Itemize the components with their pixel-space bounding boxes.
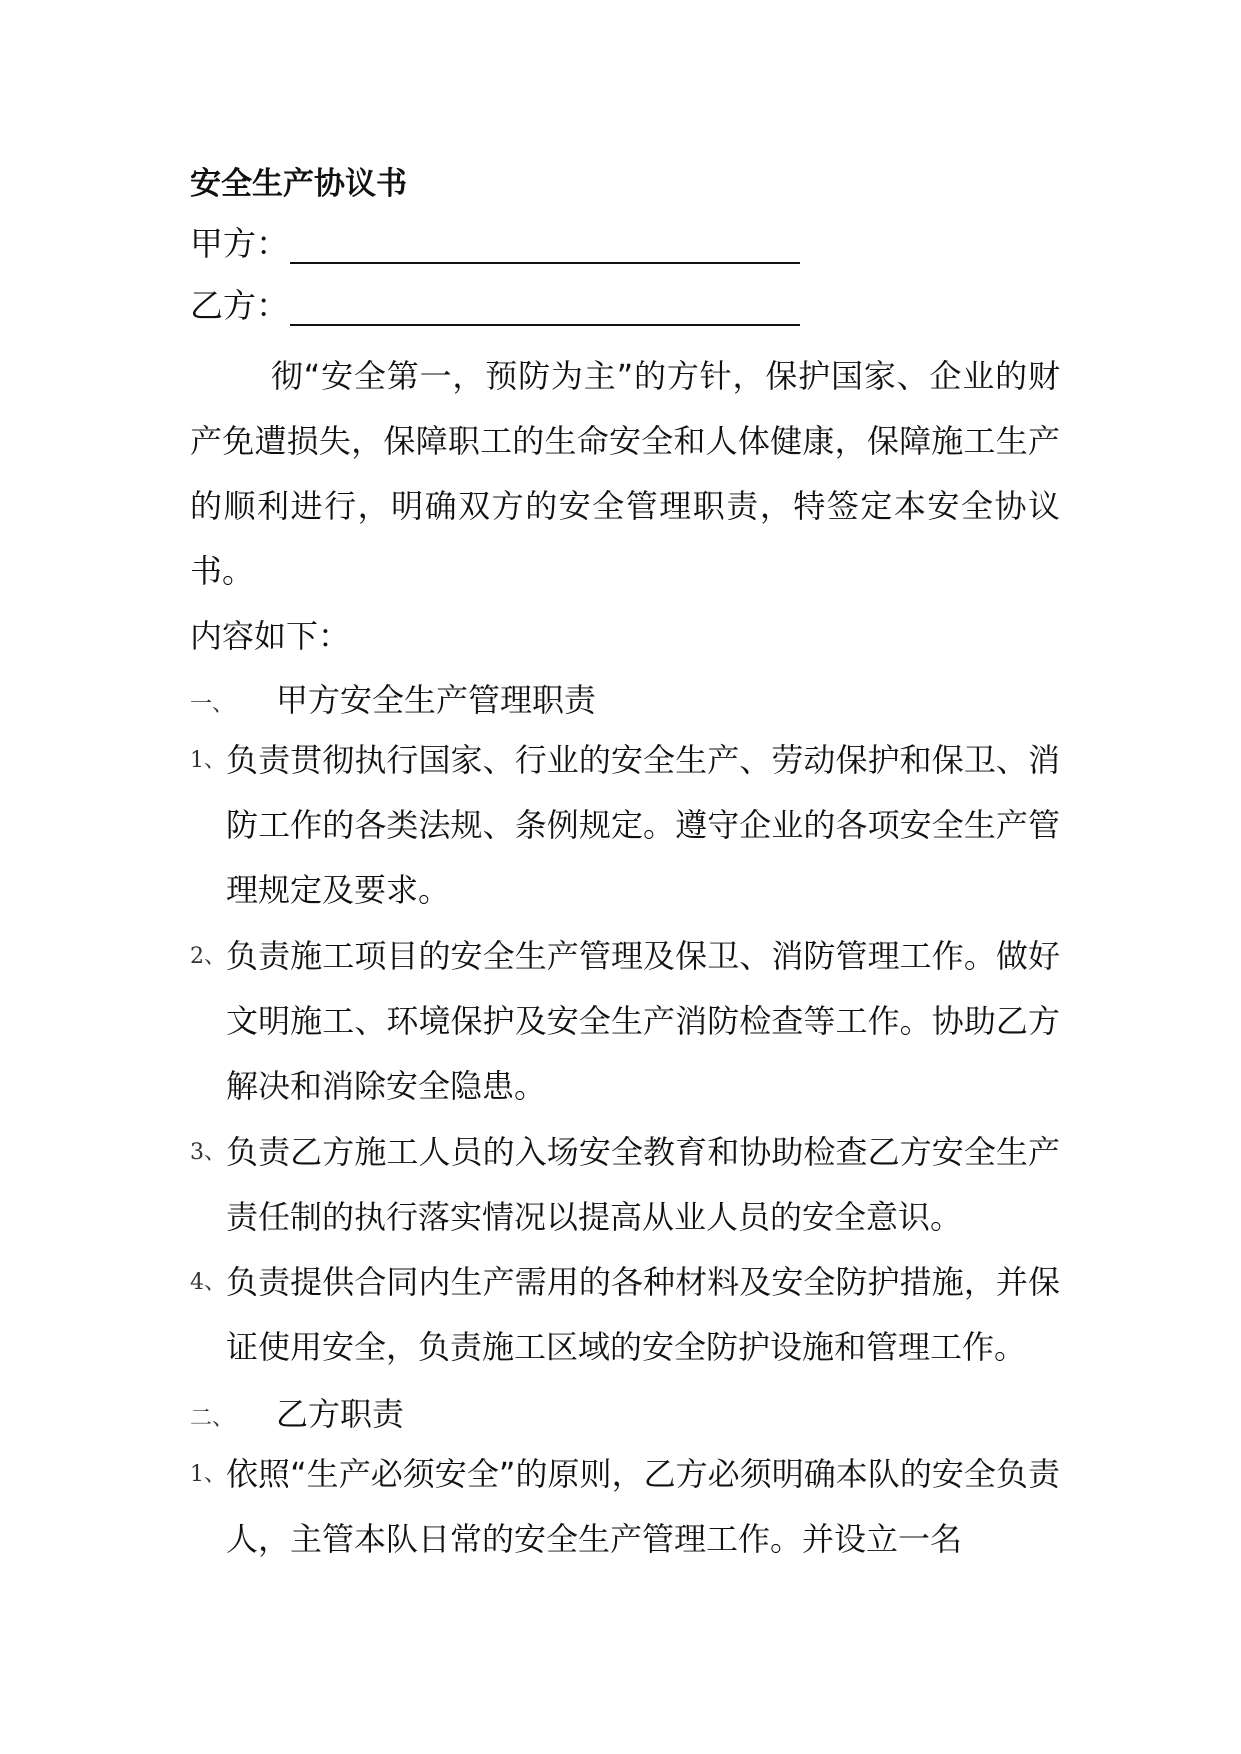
section-2-heading	[190, 1390, 404, 1443]
party-b-label: 乙方：	[190, 286, 289, 325]
section-1-item	[190, 1120, 1060, 1250]
intro-paragraph	[190, 344, 1060, 604]
party-a-line	[190, 220, 289, 268]
item-number: 1、	[190, 748, 226, 773]
party-a-label: 甲方：	[190, 224, 289, 263]
contents-label: 内容如下：	[190, 617, 351, 655]
item-number: 1、	[190, 1462, 226, 1487]
item-number: 2、	[190, 944, 226, 969]
item-number: 4、	[190, 1270, 226, 1295]
section-1-item	[190, 728, 1060, 923]
party-b-blank	[290, 324, 800, 326]
item-text: 负责贯彻执行国家、行业的安全生产、劳动保护和保卫、消防工作的各类法规、条例规定。遵守企业的各项安全生产管理规定及要求。	[226, 741, 1060, 909]
item-number: 3、	[190, 1140, 226, 1165]
section-2-title: 乙方职责	[276, 1395, 405, 1433]
section-1-heading	[190, 676, 596, 729]
item-text: 负责施工项目的安全生产管理及保卫、消防管理工作。做好文明施工、环境保护及安全生产消防检查等工作。协助乙方解决和消除安全隐患。	[226, 937, 1060, 1105]
section-1-item	[190, 924, 1060, 1119]
item-text: 依照“生产必须安全”的原则，乙方必须明确本队的安全负责人，主管本队日常的安全生产管理工作。并设立一名	[226, 1455, 1060, 1558]
document-title: 安全生产协议书	[190, 166, 407, 202]
intro-text: 彻“安全第一，预防为主”的方针，保护国家、企业的财产免遭损失，保障职工的生命安全和人体健康，保障施工生产的顺利进行，明确双方的安全管理职责，特签定本安全协议书。	[190, 357, 1060, 590]
section-2-item	[190, 1442, 1060, 1572]
item-text: 负责乙方施工人员的入场安全教育和协助检查乙方安全生产责任制的执行落实情况以提高从业人员的安全意识。	[226, 1133, 1060, 1236]
section-1-title: 甲方安全生产管理职责	[276, 681, 597, 719]
item-text: 负责提供合同内生产需用的各种材料及安全防护措施，并保证使用安全，负责施工区域的安全防护设施和管理工作。	[226, 1263, 1060, 1366]
party-b-line	[190, 282, 289, 330]
section-1-number: 一、	[190, 692, 235, 717]
section-1-item	[190, 1250, 1060, 1380]
section-2-number: 二、	[190, 1406, 235, 1431]
party-a-blank	[290, 262, 800, 264]
